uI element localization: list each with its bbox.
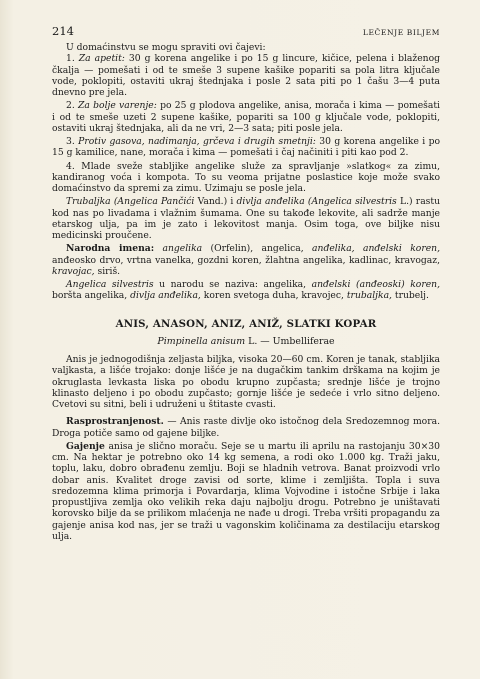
species-name: divlja anđelika (Angelica silvestris <box>236 196 397 208</box>
section-subheading <box>52 336 440 347</box>
text-run: koren svetoga duha, kravojec, <box>200 290 347 302</box>
species-name: Angelica silvestris <box>66 279 154 290</box>
distribution-label: Rasprostranjenost. <box>66 416 164 428</box>
distribution-paragraph <box>52 416 440 439</box>
folk-names-label: Narodna imena: <box>66 243 155 255</box>
cultivation-paragraph <box>52 441 440 542</box>
section-heading: ANIS, ANASON, ANIZ, ANIŽ, SLATKI KOPAR <box>115 317 377 330</box>
recipe-text: po 25 g plodova angelike, anisa, morača i kima — pomešati i od te smeše uzeti 2 supene kašike, popariti sa 100 g ključale vode, poklopiti, ostaviti ukraj štednjaka, ali da ne vri, 2—3 sata; piti posle jela. <box>52 100 440 134</box>
species-name: Trubaljka (Angelica Pančići <box>66 196 195 208</box>
recipe-number: 3. <box>66 136 79 147</box>
related-species-paragraph <box>52 196 440 241</box>
folk-name: anđelika, anđelski koren, <box>312 243 440 255</box>
description-paragraph: Anis je jednogodišnja zeljasta biljka, visoka 20—60 cm. Koren je tanak, stabljika valjkasta, a lišće trojako: donje lišće je na dugačkim tankim drškama na kojim je okruglasta levkasta liska po obodu krupno zupčasta; srednje lišće je trojno klinasto deljeno i po obodu zupčasto; gornje lišće je sedeće i vrlo sitno deljeno. Cvetovi su sitni, beli i udruženi u štitaste cvasti. <box>52 354 440 410</box>
running-title: LEČENJE BILJEM <box>362 28 440 37</box>
recipe-2 <box>52 100 440 134</box>
folk-name: divlja anđelika, <box>130 290 201 302</box>
text-run: trubelj. <box>391 290 429 302</box>
recipe-label: Za bolje varenje: <box>78 100 157 112</box>
recipe-text: 30 g korena angelike i po 15 g kamilice, nane, morača i kima — pomešati i čaj načiniti i piti kao pod 2. <box>52 136 440 159</box>
recipe-4: 4. Mlade sveže stabljike angelike služe za spravljanje »slatkog« za zimu, kandiranog voća i kompota. To su veoma prijatne poslastice koje može svako domaćinstvo da spremi za zimu. Uzimaju se posle jela. <box>52 160 440 194</box>
text-run: anisa je slično moraču. Seje se u martu ili aprilu na rastojanju 30×30 cm. Na hektar je potrebno oko 14 kg semena, a rodi oko 1.000 kg. Traži jaku, toplu, laku, dobro obrađenu zemlju. Boji se hladnih vetrova. Banat proizvodi vrlo dobar anis. Kvalitet droge zavisi od sorte, klime i zemljišta. Topla i suva sredozemna klima primorja i Povardarja, klima Vojvodine i istočne Srbije i laka propustljiva zemlja oko velikih reka daju najbolju drogu. Potrebno je uništavati korovsko bilje da se prilikom mlaćenja ne nađe u drogi. Treba vršiti propagandu za gajenje anisa kod nas, jer se traži u vagonskim količinama za destilaciju etarskog ulja. <box>52 440 440 542</box>
folk-name: anđelski (anđeoski) koren, <box>311 279 441 290</box>
recipe-3 <box>52 136 440 159</box>
page-header <box>52 24 440 42</box>
folk-names-paragraph <box>52 243 440 277</box>
family-name: L. — Umbelliferae <box>245 335 335 347</box>
folk-name: trubaljka, <box>346 290 392 302</box>
silvestris-names-paragraph <box>52 279 440 302</box>
recipe-number: 2. <box>66 100 79 112</box>
folk-name: angelika <box>154 243 203 255</box>
latin-name: Pimpinella anisum <box>157 335 246 347</box>
page-body <box>52 42 440 542</box>
recipe-1 <box>52 53 440 98</box>
page-number: 214 <box>52 24 74 38</box>
text-run: boršta angelika, <box>52 290 131 302</box>
text-run: u narodu se naziva: angelika, <box>153 279 312 290</box>
cultivation-label: Gajenje <box>66 440 105 452</box>
recipe-label: Protiv gasova, nadimanja, grčeva i drugih smetnji: <box>78 136 316 147</box>
text-run: (Orfelin), angelica, <box>202 243 313 255</box>
recipe-text: 30 g korena angelike i po 15 g lincure, kičice, pelena i blaženog čkalja — pomešati i od te smeše 3 supene kašike popariti sa pola litra ključale vode, poklopiti, ostaviti ukraj štednjaka i posle 2 sata piti po 1 čašu 3—4 puta dnevno pre jela. <box>52 53 441 98</box>
text-run: L.) rastu kod nas po livadama i vlažnim šumama. One su takođe lekovite, ali sadrže manje etarskog ulja, pa im je zato i lekovitost manja. Osim toga, ove biljke nisu medicinski proučene. <box>52 196 440 241</box>
text-run: — Anis raste divlje oko istočnog dela Sredozemnog mora. Droga potiče samo od gajene biljke. <box>52 416 440 439</box>
intro-paragraph: U domaćinstvu se mogu spraviti ovi čajevi: <box>66 42 266 53</box>
folk-name: kravojac, <box>52 265 95 277</box>
text-run: siriš. <box>94 265 121 277</box>
text-run: anđeosko drvo, vrtna vanelka, gozdni koren, žlahtna angelika, kadlinac, kravogaz, <box>52 254 440 266</box>
recipe-number: 1. <box>66 53 79 65</box>
text-run: Vand.) i <box>194 196 237 208</box>
recipe-label: Za apetit: <box>78 53 125 65</box>
